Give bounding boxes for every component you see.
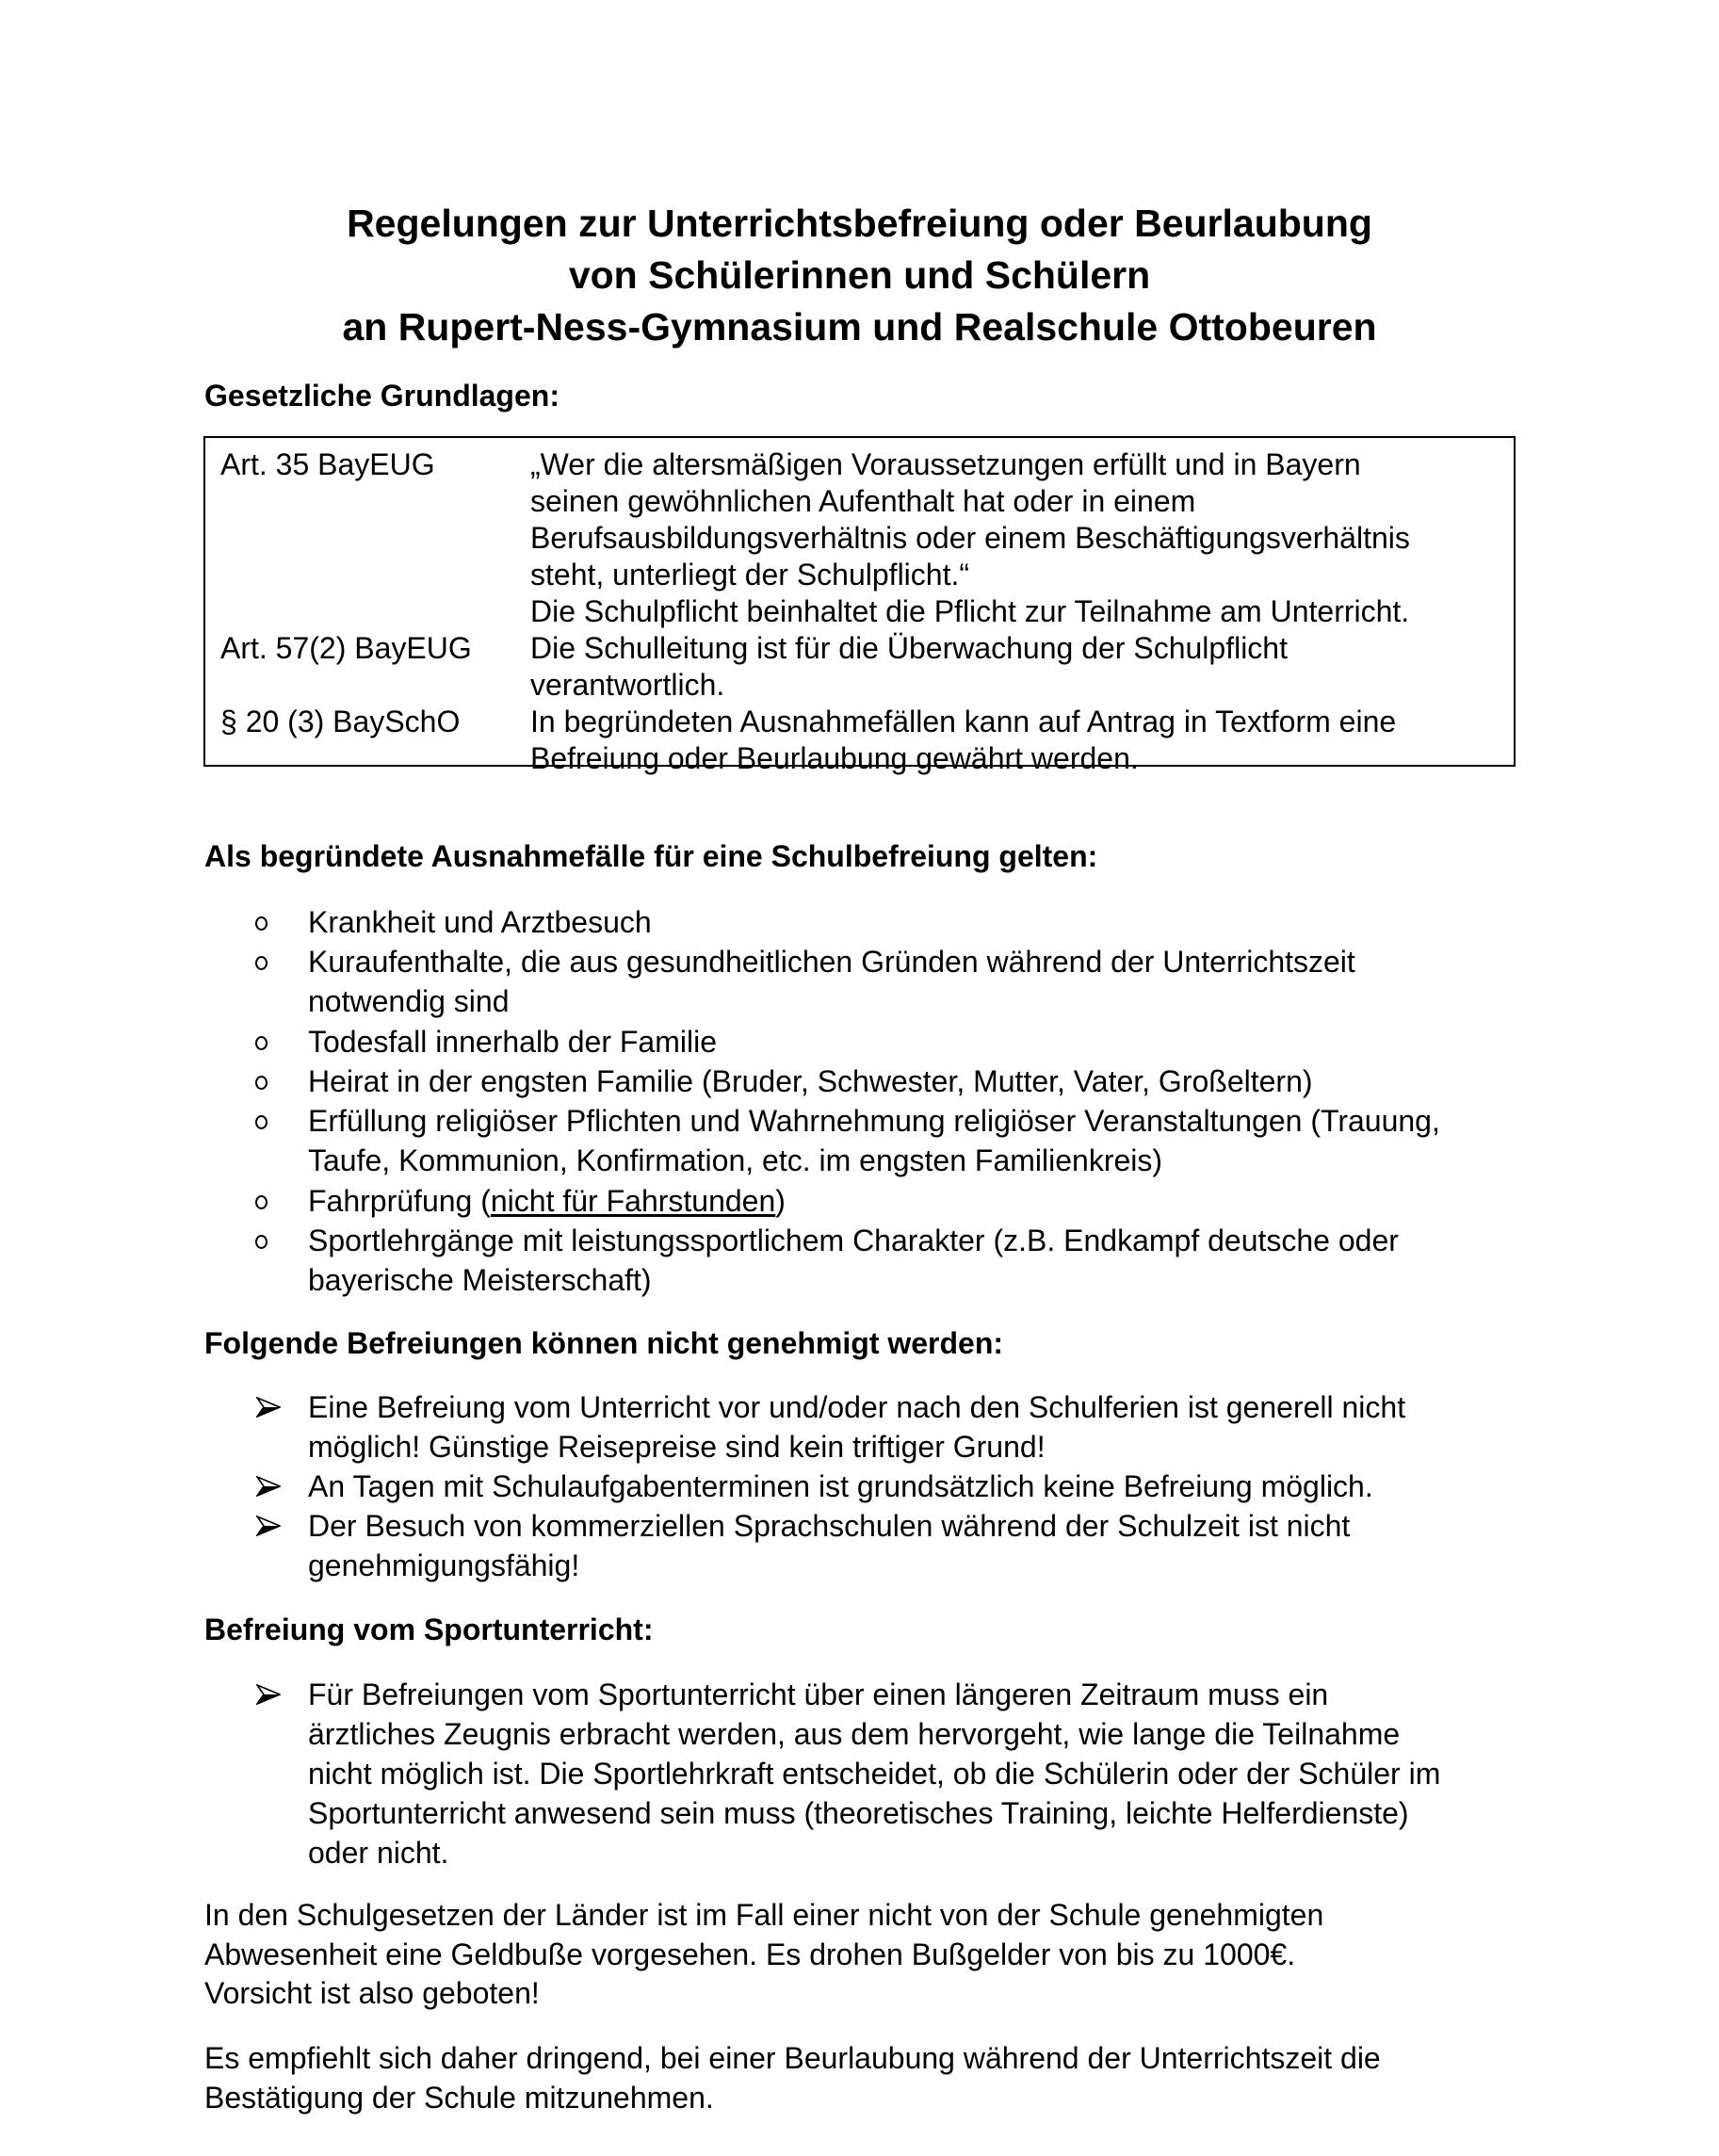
paragraph-line: In den Schulgesetzen der Länder ist im Fall einer nicht von der Schule genehmigten (204, 1898, 1324, 1932)
sports-heading: Befreiung vom Sportunterricht: (204, 1613, 654, 1646)
arrow-bullet-icon (256, 1516, 281, 1536)
paragraph-line: Vorsicht ist also geboten! (204, 1976, 540, 2010)
law-text (530, 446, 1510, 630)
list-item-line: Der Besuch von kommerziellen Sprachschulen während der Schulzeit ist nicht (308, 1509, 1351, 1543)
arrow-bullet-icon (256, 1476, 281, 1497)
circle-bullet-icon (255, 1062, 268, 1101)
closing-paren: ) (775, 1184, 786, 1218)
list-item-text (308, 1101, 1440, 1180)
title-line-1: Regelungen zur Unterrichtsbefreiung oder Beurlaubung (347, 202, 1372, 245)
driving-lessons-note: nicht für Fahrstunden (490, 1184, 776, 1218)
law-reference: Art. 35 BayEUG (220, 447, 435, 481)
title-line-3: an Rupert-Ness-Gymnasium und Realschule Ottobeuren (342, 305, 1377, 349)
circle-bullet-icon (255, 1101, 268, 1141)
law-text-line: Die Schulpflicht beinhaltet die Pflicht zur Teilnahme am Unterricht. (530, 594, 1410, 628)
law-text-line: Befreiung oder Beurlaubung gewährt werden. (530, 741, 1139, 775)
list-item-text (308, 1022, 717, 1062)
list-item-line: Eine Befreiung vom Unterricht vor und/oder nach den Schulferien ist generell nicht (308, 1390, 1406, 1424)
circle-bullet-icon (255, 1181, 268, 1221)
list-item-line: genehmigungsfähig! (308, 1548, 580, 1582)
list-item-line: notwendig sind (308, 984, 510, 1018)
legal-basis-heading: Gesetzliche Grundlagen: (204, 379, 559, 413)
law-text (530, 630, 1510, 704)
driving-test-label: Fahrprüfung ( (308, 1184, 491, 1218)
law-reference: Art. 57(2) BayEUG (220, 631, 472, 665)
paragraph-line: Abwesenheit eine Geldbuße vorgesehen. Es drohen Bußgelder von bis zu 1000€. (204, 1937, 1296, 1971)
list-item-text (308, 902, 652, 942)
law-text-line: seinen gewöhnlichen Aufenthalt hat oder in einem (530, 484, 1196, 518)
valid-exceptions-heading: Als begründete Ausnahmefälle für eine Schulbefreiung gelten: (204, 839, 1098, 873)
list-item-line: Erfüllung religiöser Pflichten und Wahrnehmung religiöser Veranstaltungen (Trauung, (308, 1104, 1440, 1138)
not-approved-heading: Folgende Befreiungen können nicht genehmigt werden: (204, 1326, 1004, 1360)
recommendation-paragraph (204, 2039, 1381, 2117)
title-line-2: von Schülerinnen und Schülern (568, 253, 1151, 297)
page-title (0, 198, 1719, 353)
circle-bullet-icon (255, 902, 268, 942)
law-text-line: verantwortlich. (530, 668, 725, 702)
list-item-text (308, 942, 1355, 1021)
list-item-line: Heirat in der engsten Familie (Bruder, Schwester, Mutter, Vater, Großeltern) (308, 1064, 1313, 1098)
law-text-line: „Wer die altersmäßigen Voraussetzungen erfüllt und in Bayern (530, 447, 1361, 481)
list-item-line: nicht möglich ist. Die Sportlehrkraft entscheidet, ob die Schülerin oder der Schüler im (308, 1757, 1441, 1791)
paragraph-line: Bestätigung der Schule mitzunehmen. (204, 2080, 714, 2115)
law-text-line: steht, unterliegt der Schulpflicht.“ (530, 558, 970, 592)
paragraph-line: Es empfiehlt sich daher dringend, bei einer Beurlaubung während der Unterrichtszeit die (204, 2041, 1381, 2075)
list-item-line: möglich! Günstige Reisepreise sind kein triftiger Grund! (308, 1430, 1046, 1464)
list-item-text (308, 1181, 786, 1221)
list-item-line: Taufe, Kommunion, Konfirmation, etc. im engsten Familienkreis) (308, 1143, 1163, 1177)
law-text-line: In begründeten Ausnahmefällen kann auf Antrag in Textform eine (530, 705, 1397, 738)
law-text (530, 704, 1510, 777)
list-item-line: An Tagen mit Schulaufgabenterminen ist grundsätzlich keine Befreiung möglich. (308, 1469, 1373, 1503)
list-item-line: ärztliches Zeugnis erbracht werden, aus dem hervorgeht, wie lange die Teilnahme (308, 1717, 1401, 1751)
arrow-bullet-icon (256, 1684, 281, 1705)
list-item-text (308, 1062, 1313, 1101)
list-item-line (308, 1181, 786, 1221)
list-item-text (308, 1506, 1350, 1585)
list-item-text (308, 1221, 1399, 1300)
list-item-line: Todesfall innerhalb der Familie (308, 1025, 717, 1059)
law-text-line: Die Schulleitung ist für die Überwachung der Schulpflicht (530, 631, 1288, 665)
arrow-bullet-icon (256, 1397, 281, 1418)
list-item-line: Für Befreiungen vom Sportunterricht über einen längeren Zeitraum muss ein (308, 1678, 1329, 1711)
list-item-line: Kuraufenthalte, die aus gesundheitlichen Gründen während der Unterrichtszeit (308, 945, 1355, 979)
circle-bullet-icon (255, 942, 268, 981)
list-item-line: Sportunterricht anwesend sein muss (theoretisches Training, leichte Helferdienste) (308, 1796, 1409, 1830)
circle-bullet-icon (255, 1221, 268, 1260)
list-item-text (308, 1467, 1373, 1506)
list-item-line: Krankheit und Arztbesuch (308, 905, 652, 939)
list-item-text (308, 1675, 1440, 1872)
law-text-line: Berufsausbildungsverhältnis oder einem Beschäftigungsverhältnis (530, 521, 1410, 555)
legal-basis-table (203, 436, 1516, 775)
list-item-line: oder nicht. (308, 1836, 449, 1870)
law-reference: § 20 (3) BaySchO (220, 705, 461, 738)
circle-bullet-icon (255, 1022, 268, 1062)
list-item-text (308, 1387, 1405, 1467)
list-item-line: Sportlehrgänge mit leistungssportlichem Charakter (z.B. Endkampf deutsche oder (308, 1224, 1399, 1257)
fine-paragraph (204, 1896, 1323, 2014)
list-item-line: bayerische Meisterschaft) (308, 1263, 652, 1297)
